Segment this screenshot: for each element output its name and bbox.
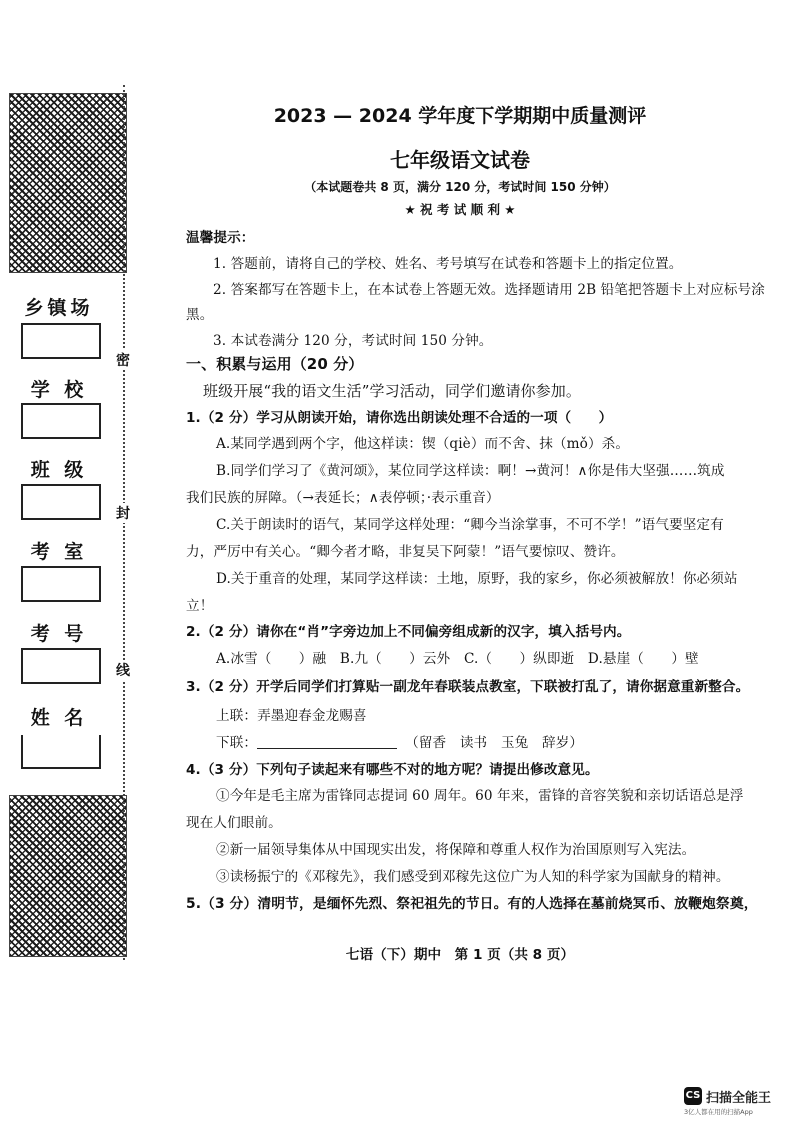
town-input-box[interactable] bbox=[21, 323, 101, 359]
question-4-sentence-1-cont: 现在人们眼前。 bbox=[186, 815, 282, 831]
field-label-school: 学 校 bbox=[30, 379, 88, 401]
question-5-stem: 5.（3 分）清明节，是缅怀先烈、祭祀祖先的节日。有的人选择在墓前烧冥币、放鞭炮祭奠， bbox=[186, 896, 758, 912]
seal-word-mi: 密 bbox=[114, 350, 132, 370]
notice-item: 1. 答题前，请将自己的学校、姓名、考号填写在试卷和答题卡上的指定位置。 bbox=[213, 256, 683, 272]
question-1-option-d: D.关于重音的处理，某同学这样读：土地，原野，我的家乡，你必须被解放！你必须站 bbox=[216, 571, 738, 587]
field-label-name: 姓 名 bbox=[30, 707, 88, 729]
question-2-options: A.冰雪（ ）融 B.九（ ）云外 C.（ ）纵即逝 D.悬崖（ ）壁 bbox=[216, 651, 699, 667]
question-1-stem: 1.（2 分）学习从朗读开始，请你选出朗读处理不合适的一项（ ） bbox=[186, 410, 613, 426]
notice-heading: 温馨提示： bbox=[186, 230, 255, 246]
couplet-lower-hint: （留香 读书 玉兔 辞岁） bbox=[405, 735, 584, 751]
school-input-box[interactable] bbox=[21, 403, 101, 439]
field-label-room: 考 室 bbox=[30, 541, 88, 563]
question-1-option-c-cont: 力，严厉中有关心。“卿今者才略，非复吴下阿蒙！”语气要惊叹、赞许。 bbox=[186, 544, 625, 560]
seal-word-xian: 线 bbox=[114, 660, 132, 680]
security-pattern-bottom bbox=[9, 795, 127, 957]
field-label-exam-number: 考 号 bbox=[30, 623, 88, 645]
section-intro: 班级开展“我的语文生活”学习活动，同学们邀请你参加。 bbox=[203, 382, 581, 400]
exam-subtitle: 七年级语文试卷 bbox=[390, 148, 530, 172]
question-1-option-c: C.关于朗读时的语气，某同学这样处理：“卿今当涂掌事，不可不学！”语气要坚定有 bbox=[216, 517, 724, 533]
room-input-box[interactable] bbox=[21, 566, 101, 602]
notice-item: 3. 本试卷满分 120 分，考试时间 150 分钟。 bbox=[213, 333, 493, 349]
class-input-box[interactable] bbox=[21, 484, 101, 520]
exam-number-input-box[interactable] bbox=[21, 648, 101, 684]
question-4-sentence-3: ③读杨振宁的《邓稼先》，我们感受到邓稼先这位广为人知的科学家为国献身的精神。 bbox=[216, 869, 730, 885]
question-1-option-b: B.同学们学习了《黄河颂》，某位同学这样读：啊！→黄河！∧你是伟大坚强……筑成 bbox=[216, 463, 725, 479]
page-footer: 七语（下）期中 第 1 页（共 8 页） bbox=[345, 947, 575, 963]
camscanner-tagline: 3亿人都在用的扫描App bbox=[684, 1108, 753, 1116]
question-4-sentence-2: ②新一届领导集体从中国现实出发，将保障和尊重人权作为治国原则写入宪法。 bbox=[216, 842, 696, 858]
exam-title: 2023 — 2024 学年度下学期期中质量测评 bbox=[273, 105, 647, 127]
question-4-stem: 4.（3 分）下列句子读起来有哪些不对的地方呢？请提出修改意见。 bbox=[186, 762, 599, 778]
question-1-option-b-cont: 我们民族的屏障。（→表延长；∧表停顿；·表示重音） bbox=[186, 490, 500, 506]
camscanner-name: 扫描全能王 bbox=[706, 1091, 772, 1106]
couplet-lower-label: 下联： bbox=[216, 735, 258, 751]
seal-word-feng: 封 bbox=[114, 503, 132, 523]
couplet-upper: 上联：弄墨迎春金龙赐喜 bbox=[216, 708, 367, 724]
question-2-stem: 2.（2 分）请你在“肖”字旁边加上不同偏旁组成新的汉字，填入括号内。 bbox=[186, 624, 631, 640]
question-3-stem: 3.（2 分）开学后同学们打算贴一副龙年春联装点教室，下联被打乱了，请你据意重新整合。 bbox=[186, 679, 750, 695]
question-1-option-a: A.某同学遇到两个字，他这样读：锲（qiè）而不舍、抹（mǒ）杀。 bbox=[216, 436, 630, 452]
notice-item: 黑。 bbox=[186, 307, 214, 323]
security-pattern-top bbox=[9, 93, 127, 273]
question-4-sentence-1: ①今年是毛主席为雷锋同志提词 60 周年。60 年来，雷锋的音容笑貌和亲切话语总是浮 bbox=[216, 788, 744, 804]
section-heading: 一、积累与运用（20 分） bbox=[186, 355, 364, 373]
exam-wish: ★ 祝 考 试 顺 利 ★ bbox=[404, 202, 516, 217]
field-label-town: 乡镇场 bbox=[24, 297, 94, 319]
couplet-answer-blank[interactable] bbox=[257, 734, 397, 749]
exam-info: （本试题卷共 8 页，满分 120 分，考试时间 150 分钟） bbox=[304, 180, 616, 194]
camscanner-logo-icon: CS bbox=[684, 1087, 702, 1105]
couplet-lower bbox=[216, 731, 583, 751]
question-1-option-d-cont: 立！ bbox=[186, 598, 214, 614]
field-label-class: 班 级 bbox=[30, 459, 88, 481]
name-input-box[interactable] bbox=[21, 735, 101, 769]
notice-item: 2. 答案都写在答题卡上，在本试卷上答题无效。选择题请用 2B 铅笔把答题卡上对应标号涂 bbox=[213, 282, 765, 298]
